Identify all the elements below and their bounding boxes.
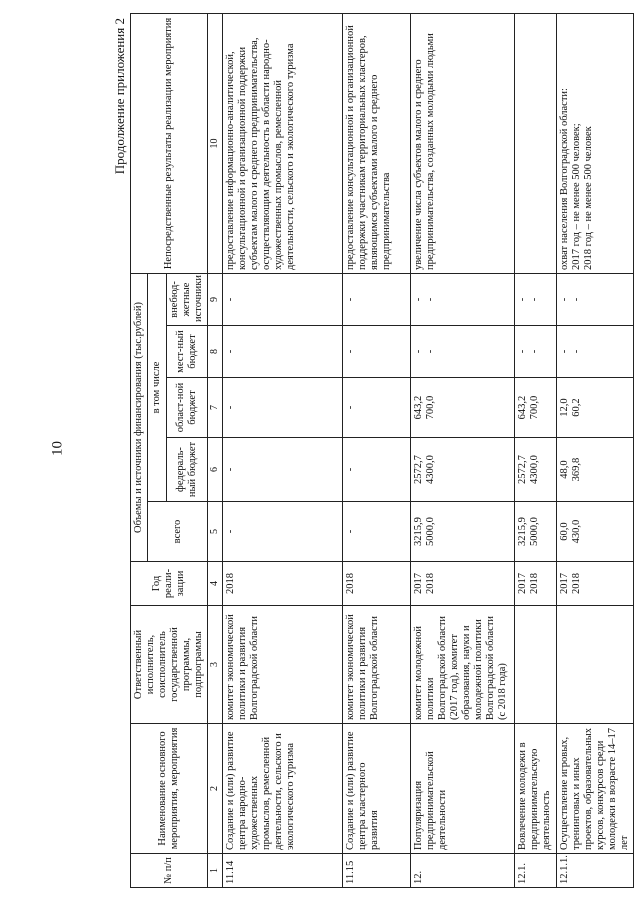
column-index-row xyxy=(208,13,223,887)
header-results: Непосредственные результаты реализации мероприятия xyxy=(131,13,208,273)
column-index: 1 xyxy=(208,854,223,888)
row-total: - xyxy=(342,502,410,562)
column-index: 9 xyxy=(208,273,223,325)
row-responsible: комитет экономической политики и развития Волгоградской области xyxy=(222,606,342,724)
header-federal: федераль-ный бюджет xyxy=(167,438,208,502)
column-index: 6 xyxy=(208,438,223,502)
row-responsible xyxy=(556,606,633,724)
row-extra: - xyxy=(222,273,342,325)
row-total: 3215,9 5000,0 xyxy=(410,502,514,562)
row-name: Осуществление игровых, тренинговых и иных проектов, образовательных курсов, конкурсов среди молодежи в возрасте 14–17 лет xyxy=(556,724,633,854)
row-extra: - - xyxy=(410,273,514,325)
row-extra: - - xyxy=(556,273,633,325)
row-federal: 48,0 369,8 xyxy=(556,438,633,502)
column-index: 2 xyxy=(208,724,223,854)
row-year: 2017 2018 xyxy=(514,562,556,606)
row-responsible: комитет экономической политики и развития Волгоградской области xyxy=(342,606,410,724)
row-total: - xyxy=(222,502,342,562)
row-result: охват населения Волгоградской области: 2017 год – не менее 500 человек; 2018 год – не менее 500 человек xyxy=(556,13,633,273)
row-number: 12.1.1. xyxy=(556,854,633,888)
row-local: - - xyxy=(556,326,633,378)
header-total: всего xyxy=(148,502,208,562)
row-local: - - xyxy=(514,326,556,378)
table-row xyxy=(222,13,342,887)
row-regional: - xyxy=(222,378,342,438)
column-index: 3 xyxy=(208,606,223,724)
row-year: 2017 2018 xyxy=(410,562,514,606)
column-index: 7 xyxy=(208,378,223,438)
header-local: мест-ный бюджет xyxy=(167,326,208,378)
row-number: 11.15 xyxy=(342,854,410,888)
table-row xyxy=(342,13,410,887)
header-including: в том числе xyxy=(148,273,167,501)
header-responsible: Ответственный исполнитель, соисполнитель государственной программы, подпрограммы xyxy=(131,606,208,724)
row-year: 2018 xyxy=(342,562,410,606)
row-extra: - xyxy=(342,273,410,325)
row-result: увеличение числа субъектов малого и среднего предпринимательства, созданных молодыми людьми xyxy=(410,13,514,273)
row-total: 3215,9 5000,0 xyxy=(514,502,556,562)
column-index: 4 xyxy=(208,562,223,606)
row-regional: 643,2 700,0 xyxy=(410,378,514,438)
row-result xyxy=(514,13,556,273)
column-index: 10 xyxy=(208,13,223,273)
row-extra: - - xyxy=(514,273,556,325)
row-responsible xyxy=(514,606,556,724)
row-regional: 643,2 700,0 xyxy=(514,378,556,438)
program-table xyxy=(130,13,634,888)
header-regional: област-ной бюджет xyxy=(167,378,208,438)
table-row xyxy=(514,13,556,887)
row-number: 12.1. xyxy=(514,854,556,888)
header-number: № п/п xyxy=(131,854,208,888)
row-result: предоставление информационно-аналитической, консультационной и организационной поддержки субъектам малого и среднего предпринимательства, осуществляющим деятельность в области народно-художественных промыслов, ремесленной деятельности, сельского и экологического туризма xyxy=(222,13,342,273)
row-number: 11.14 xyxy=(222,854,342,888)
header-finance: Объемы и источники финансирования (тыс.рублей) xyxy=(131,273,148,561)
table-row xyxy=(556,13,633,887)
row-responsible: комитет молодежной политики Волгоградской области (2017 год), комитет образования, науки и молодежной политики Волгоградской области (с 2018 года) xyxy=(410,606,514,724)
row-year: 2018 xyxy=(222,562,342,606)
row-number: 12. xyxy=(410,854,514,888)
row-name: Создание и (или) развитие центра кластерного развития xyxy=(342,724,410,854)
row-federal: - xyxy=(342,438,410,502)
row-local: - - xyxy=(410,326,514,378)
row-federal: 2572,7 4300,0 xyxy=(410,438,514,502)
continuation-label: Продолжение приложения 2 xyxy=(112,18,127,175)
header-name: Наименование основного мероприятия, мероприятия xyxy=(131,724,208,854)
row-year: 2017 2018 xyxy=(556,562,633,606)
column-index: 8 xyxy=(208,326,223,378)
row-name: Создание и (или) развитие центра народно-художественных промыслов, ремесленной деятельности, сельского и экологического туризма xyxy=(222,724,342,854)
row-regional: 12,0 60,2 xyxy=(556,378,633,438)
row-total: 60,0 430,0 xyxy=(556,502,633,562)
row-result: предоставление консультационной и организационной поддержки участникам территориальных кластеров, являющимся субъектами малого и среднего предпринимательства xyxy=(342,13,410,273)
row-name: Популяризация предпринимательской деятельности xyxy=(410,724,514,854)
page-number: 10 xyxy=(49,441,66,456)
column-index: 5 xyxy=(208,502,223,562)
rotated-document-sheet xyxy=(112,14,630,888)
header-extra: внебюд-жетные источники xyxy=(167,273,208,325)
table-row xyxy=(410,13,514,887)
row-local: - xyxy=(222,326,342,378)
row-local: - xyxy=(342,326,410,378)
header-year: Год реали-зации xyxy=(131,562,208,606)
row-federal: 2572,7 4300,0 xyxy=(514,438,556,502)
row-name: Вовлечение молодежи в предпринимательскую деятельность xyxy=(514,724,556,854)
row-federal: - xyxy=(222,438,342,502)
row-regional: - xyxy=(342,378,410,438)
